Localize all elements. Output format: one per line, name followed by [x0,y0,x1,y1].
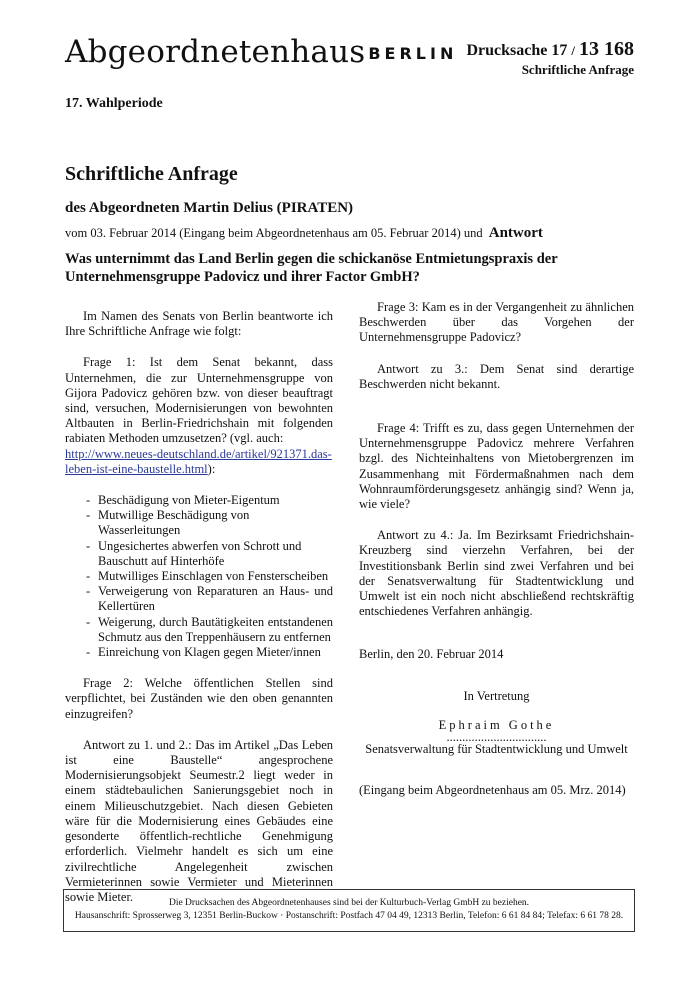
list-item: - Mutwilliges Einschlagen von Fensterscheiben [86,569,329,584]
bullet-marker: - [86,614,91,629]
drucksache-prefix: Drucksache 17 [466,42,568,59]
list-item: - Beschädigung von Mieter-Eigentum [86,493,280,508]
antwort-3: Antwort zu 3.: Dem Senat sind derartige Beschwerden nicht bekannt. [359,361,634,391]
footer-line-1: Die Drucksachen des Abgeordnetenhauses sind bei der Kulturbuch-Verlag GmbH zu beziehen. [168,898,530,908]
list-item: - Ungesichertes abwerfen von Schrott und Bauschutt auf Hinterhöfe [86,538,302,568]
place-date: Berlin, den 20. Februar 2014 [359,647,504,662]
drucksache-value: 13 168 [579,38,634,60]
article-link[interactable]: http://www.neues-deutschland.de/artikel/921371.das-leben-ist-eine-baustelle.html [65,446,332,476]
left-column [65,309,333,921]
signature-line: ................................ [446,730,547,745]
list-item: - Einreichung von Klagen gegen Mieter/innen [86,645,321,660]
bullet-marker: - [86,508,91,523]
signer-name: Ephraim Gothe [438,717,555,732]
in-vertretung: In Vertretung [463,688,530,703]
drucksache-number [466,38,634,61]
frage-3: Frage 3: Kam es in der Vergangenheit zu ähnlichen Beschwerden über das Vorgehen der Unternehmensgruppe Padovicz? [359,300,634,345]
list-item: - Verweigerung von Reparaturen an Haus- und Kellertüren [86,584,333,614]
bullet-marker: - [86,645,91,660]
intro-paragraph: Im Namen des Senats von Berlin beantworte ich Ihre Schriftliche Anfrage wie folgt: [65,309,333,339]
list-item: - Mutwillige Beschädigung von Wasserleitungen [86,508,250,538]
footer-box [63,889,635,932]
frage-1-text: Frage 1: Ist dem Senat bekannt, dass Unternehmen, die zur Unternehmensgruppe von Gijora Padovicz gehören bzw. von dieser beauftragt sind, versuchen, Modernisierungen von bewohnten Altbauten in Berlin-Friedrichshain mit folgenden rabiaten Methoden umzusetzen? (vgl. auch: [65,355,333,446]
right-column [359,300,634,798]
answer-label: Antwort [488,225,543,241]
methods-list [65,493,333,660]
page-title: Schriftliche Anfrage [65,163,238,185]
eingang-note: (Eingang beim Abgeordnetenhaus am 05. Mrz. 2014) [359,783,626,798]
dates-text: vom 03. Februar 2014 (Eingang beim Abgeordnetenhaus am 05. Februar 2014) und [65,226,483,240]
wahlperiode: 17. Wahlperiode [65,96,163,111]
frage-2: Frage 2: Welche öffentlichen Stellen sind verpflichtet, bei Zuständen wie den oben genannten einzugreifen? [65,676,333,721]
brand-city: BERLIN [368,44,458,63]
antwort-4: Antwort zu 4.: Ja. Im Bezirksamt Friedrichshain-Kreuzberg sind vierzehn Verfahren, bei der Investitionsbank Berlin sind zwei Verfahren und bei der Senatsverwaltung für Stadtentwicklung und Umwelt ist ein noch nicht abschließend rechtskräftig entschiedenes Verfahren anhängig. [359,528,634,619]
brand-name: Abgeordnetenhaus [65,34,366,70]
footer-line-2: Hausanschrift: Sprosserweg 3, 12351 Berlin-Buckow · Postanschrift: Postfach 47 04 49, 12313 Berlin, Telefon: 6 61 84 84; Telefax: 6 61 78 28. [74,911,624,921]
bullet-marker: - [86,569,91,584]
dates-line [65,225,543,242]
list-item: - Weigerung, durch Bautätigkeiten entstandenen Schmutz aus den Treppenhäusern zu entfernen [86,614,333,644]
bullet-marker: - [86,538,91,553]
doc-type: Schriftliche Anfrage [521,62,634,77]
author-line: des Abgeordneten Martin Delius (PIRATEN) [65,200,354,216]
brand-logo [65,34,457,70]
link-suffix: ): [207,461,216,476]
bullet-marker: - [86,493,91,508]
frage-4: Frage 4: Trifft es zu, dass gegen Unternehmen der Unternehmensgruppe Padovicz mehrere Verfahren bzgl. des Nichteinhaltens von Mietobergrenzen im Zusammenhang mit Fördermaßnahmen nach dem Wohnraumförderungsgesetz anhängig sind? Wenn ja, wie viele? [359,421,634,512]
frage-1 [65,355,333,477]
drucksache-separator: / [571,43,575,58]
question-title: Was unternimmt das Land Berlin gegen die schickanöse Entmietungspraxis der Unternehmensgruppe Padovicz und ihrer Factor GmbH? [65,251,558,285]
department: Senatsverwaltung für Stadtentwicklung und Umwelt [365,742,628,757]
bullet-marker: - [86,584,91,599]
antwort-1-2: Antwort zu 1. und 2.: Das im Artikel „Das Leben ist eine Baustelle“ angesprochene Modernisierungsobjekt Seumestr.2 liegt weder in einem städtebaulichen Sanierungsgebiet noch in einem Milieuschutzgebiet. Nach diesen Gebieten wäre für die Modernisierung eines Gebäudes eine gesonderte öffentlich-rechtliche Genehmigung erforderlich. Vielmehr handelt es sich um eine zivilrechtliche Angelegenheit zwischen Vermieterinnen sowie Vermieter und Mieterinnen sowie Mieter. [65,737,333,904]
